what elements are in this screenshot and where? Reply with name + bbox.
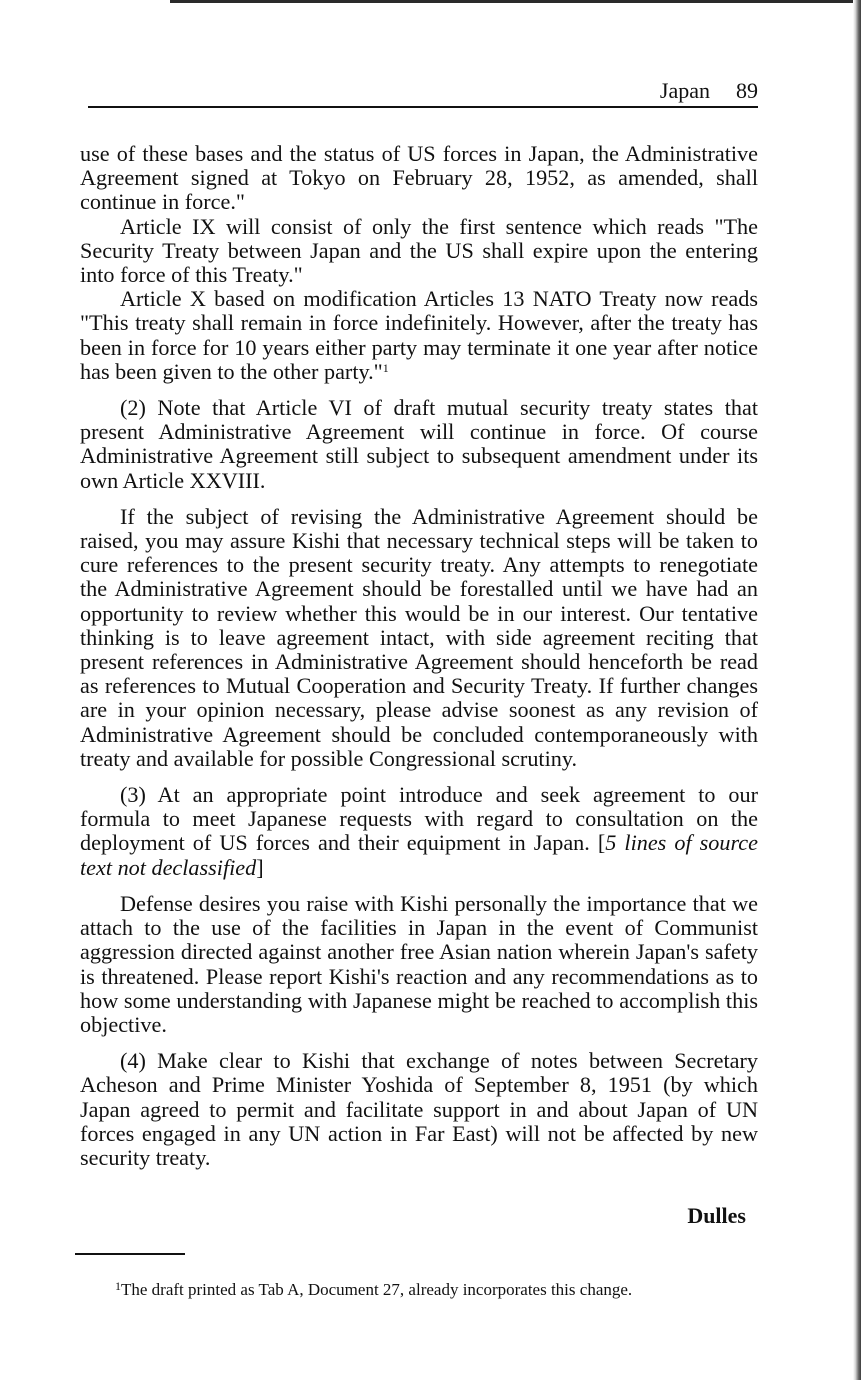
- footnote-rule: [75, 1253, 185, 1255]
- paragraph-item-4: (4) Make clear to Kishi that exchange of notes between Secretary Acheson and Prime Minister Yoshida of September 8, 1951 (by which Japan agreed to permit and facilitate support in and about Japan of UN forces engaged in any UN action in Far East) will not be affected by new security treaty.: [80, 1048, 758, 1170]
- not-declassified-note: 5 lines of source text not declassified: [80, 830, 758, 880]
- paragraph-item-2: (2) Note that Article VI of draft mutual security treaty states that present Administrative Agreement will continue in force. Of course Administrative Agreement still subject to subsequent amendment under its own Article XXVIII.: [80, 395, 758, 493]
- footnote-ref-1: 1: [382, 360, 389, 375]
- running-head: [88, 78, 758, 108]
- footnote-text: The draft printed as Tab A, Document 27, already incorporates this change.: [121, 1280, 633, 1299]
- paragraph-item-3: [80, 783, 758, 880]
- scan-edge-right: [853, 0, 861, 1380]
- paragraph-article-x-text: Article X based on modification Articles 13 NATO Treaty now reads "This treaty shall remain in force indefinitely. However, after the treaty has been in force for 10 years either party may terminate it one year after notice has been given to the other party.": [80, 286, 758, 384]
- paragraph-article-x: [80, 287, 758, 384]
- paragraph-article-ix: Article IX will consist of only the first sentence which reads "The Security Treaty between Japan and the US shall expire upon the entering into force of this Treaty.": [80, 213, 758, 288]
- page-number: 89: [736, 78, 758, 103]
- signature: Dulles: [687, 1203, 746, 1228]
- footnote-number: 1: [115, 1279, 121, 1293]
- paragraph-defense: Defense desires you raise with Kishi personally the importance that we attach to the use of the facilities in Japan in the event of Communist aggression directed against another free Asian nation wherein Japan's safety is threatened. Please report Kishi's reaction and any recommendations as to how some understanding with Japanese might be reached to accomplish this objective.: [80, 890, 758, 1037]
- scan-edge-top: [170, 0, 861, 3]
- bracket-close: ]: [256, 854, 264, 880]
- body-text: [80, 142, 758, 1170]
- paragraph-continuation: use of these bases and the status of US forces in Japan, the Administrative Agreement signed at Tokyo on February 28, 1952, as amended, shall continue in force.": [80, 141, 758, 215]
- footnote: [115, 1275, 755, 1301]
- paragraph-item-3-text: (3) At an appropriate point introduce and seek agreement to our formula to meet Japanese requests with regard to consultation on the deployment of US forces and their equipment in Japan. [: [80, 782, 758, 856]
- section-title: Japan: [659, 78, 710, 103]
- paragraph-admin-agreement: If the subject of revising the Administrative Agreement should be raised, you may assure Kishi that necessary technical steps will be taken to cure references to the present security treaty. Any attempts to renegotiate the Administrative Agreement should be forestalled until we have had an opportunity to review whether this would be in our interest. Our tentative thinking is to leave agreement intact, with side agreement reciting that present references in Administrative Agreement should henceforth be read as references to Mutual Cooperation and Security Treaty. If further changes are in your opinion necessary, please advise soonest as any revision of Administrative Agreement should be concluded contemporaneously with treaty and available for possible Congressional scrutiny.: [80, 503, 758, 771]
